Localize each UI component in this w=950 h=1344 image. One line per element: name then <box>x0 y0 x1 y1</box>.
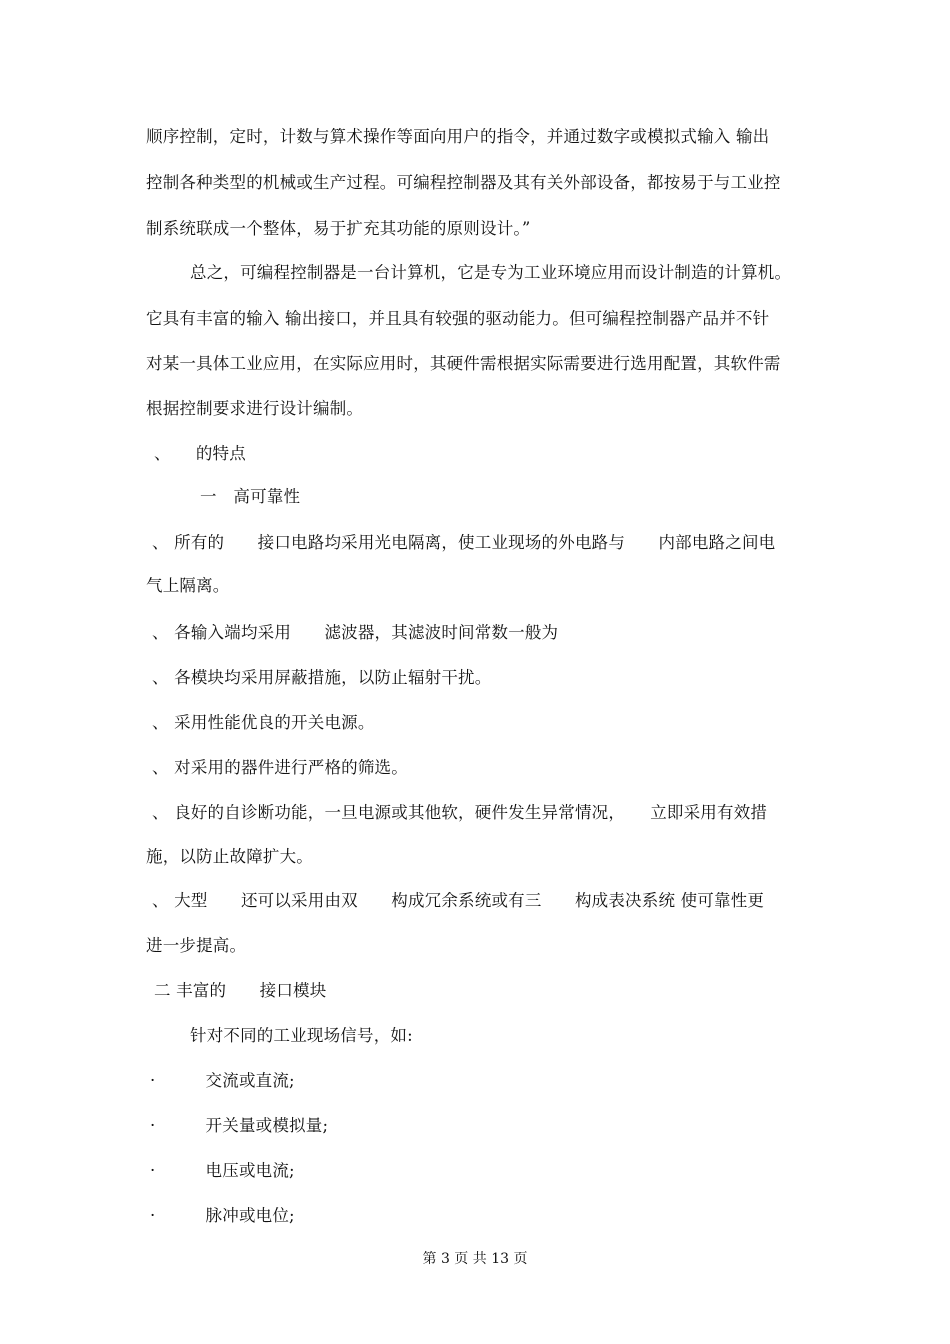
paragraph-line: 制系统联成一个整体，易于扩充其功能的原则设计。” <box>146 219 531 238</box>
paragraph-line: 顺序控制，定时，计数与算术操作等面向用户的指令，并通过数字或模拟式输入 输出 <box>146 127 770 146</box>
bullet-item: · 电压或电流; <box>150 1161 295 1180</box>
bullet-item: · 脉冲或电位; <box>150 1206 295 1225</box>
paragraph-line: 它具有丰富的输入 输出接口，并且具有较强的驱动能力。但可编程控制器产品并不针 <box>146 309 770 328</box>
paragraph-line: 总之，可编程控制器是一台计算机，它是专为工业环境应用而设计制造的计算机。 <box>190 263 792 282</box>
bullet-item: · 交流或直流; <box>150 1071 295 1090</box>
list-item: 、 各输入端均采用 滤波器，其滤波时间常数一般为 <box>152 623 559 642</box>
list-item-continuation: 进一步提高。 <box>146 936 247 955</box>
list-item: 、 大型 还可以采用由双 构成冗余系统或有三 构成表决系统 使可靠性更 <box>152 891 765 910</box>
paragraph-line: 针对不同的工业现场信号，如: <box>190 1026 413 1045</box>
list-item: 、 所有的 接口电路均采用光电隔离，使工业现场的外电路与 内部电路之间电 <box>152 533 776 552</box>
page-footer: 第 3 页 共 13 页 <box>422 1251 528 1267</box>
subsection-heading: 一 高可靠性 <box>200 487 301 506</box>
list-item-continuation: 气上隔离。 <box>146 576 230 595</box>
list-item: 、 各模块均采用屏蔽措施，以防止辐射干扰。 <box>152 668 492 687</box>
bullet-item: · 开关量或模拟量; <box>150 1116 329 1135</box>
list-item: 、 良好的自诊断功能，一旦电源或其他软，硬件发生异常情况， 立即采用有效措 <box>152 803 768 822</box>
paragraph-line: 控制各种类型的机械或生产过程。可编程控制器及其有关外部设备，都按易于与工业控 <box>146 173 781 192</box>
paragraph-line: 根据控制要求进行设计编制。 <box>146 399 364 418</box>
subsection-heading: 二 丰富的 接口模块 <box>154 981 327 1000</box>
section-heading: 、 的特点 <box>154 444 246 463</box>
list-item: 、 采用性能优良的开关电源。 <box>152 713 375 732</box>
list-item: 、 对采用的器件进行严格的筛选。 <box>152 758 408 777</box>
list-item-continuation: 施，以防止故障扩大。 <box>146 847 313 866</box>
paragraph-line: 对某一具体工业应用，在实际应用时，其硬件需根据实际需要进行选用配置，其软件需 <box>146 354 781 373</box>
